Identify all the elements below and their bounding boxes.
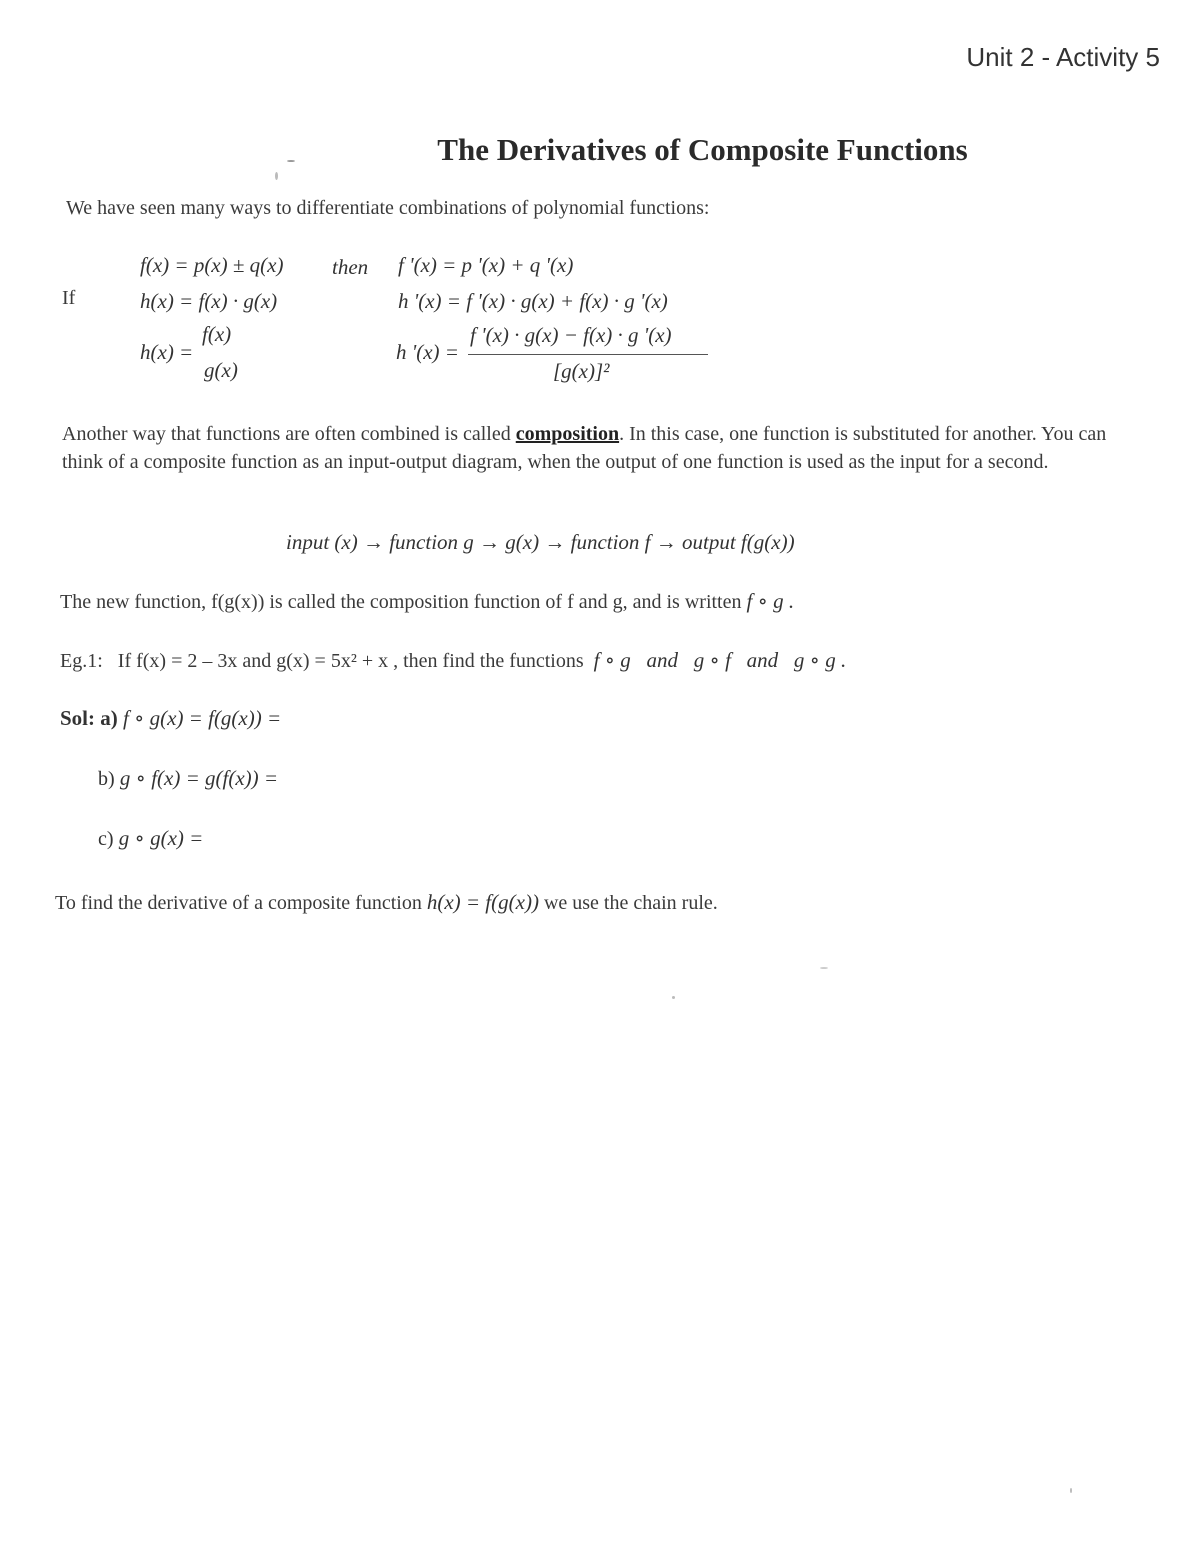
sum-rule-derivative: f '(x) = p '(x) + q '(x) bbox=[398, 253, 574, 277]
quotient-derivative-prefix: h '(x) = bbox=[396, 340, 459, 364]
example-functions: f ∘ g and g ∘ f and g ∘ g . bbox=[593, 648, 847, 672]
solution-c-label: c) bbox=[98, 828, 114, 850]
quotient-function-numerator: f(x) bbox=[202, 322, 232, 346]
page-title: The Derivatives of Composite Functions bbox=[437, 132, 968, 167]
scan-speck bbox=[1070, 1488, 1072, 1493]
solution-a bbox=[60, 706, 281, 731]
solution-a-expression: f ∘ g(x) = f(g(x)) = bbox=[123, 706, 282, 730]
new-function-text: The new function, f(g(x)) is called the composition function of f and g, and is written bbox=[60, 591, 742, 613]
unit-activity-label: Unit 2 - Activity 5 bbox=[966, 42, 1160, 72]
product-rule-function: h(x) = f(x) · g(x) bbox=[140, 289, 278, 313]
solution-b-label: b) bbox=[98, 768, 115, 790]
intro-text: We have seen many ways to differentiate combinations of polynomial functions: bbox=[66, 197, 710, 219]
product-rule-derivative: h '(x) = f '(x) · g(x) + f(x) · g '(x) bbox=[398, 289, 668, 313]
example-text: If f(x) = 2 – 3x and g(x) = 5x² + x , then find the functions bbox=[117, 650, 584, 672]
quotient-function-prefix: h(x) = bbox=[140, 340, 194, 364]
chain-rule-text-before: To find the derivative of a composite function bbox=[55, 892, 422, 914]
composition-paragraph bbox=[62, 420, 1132, 476]
composition-notation: f ∘ g . bbox=[746, 589, 795, 613]
quotient-derivative-denominator: [g(x)]² bbox=[553, 359, 610, 383]
solution-c-expression: g ∘ g(x) = bbox=[118, 826, 204, 850]
scan-speck bbox=[672, 996, 675, 999]
composition-text-before: Another way that functions are often combined is called bbox=[62, 423, 511, 445]
composition-keyword: composition bbox=[515, 423, 620, 445]
example-1 bbox=[60, 648, 846, 673]
then-label: then bbox=[332, 255, 369, 279]
solution-c bbox=[98, 826, 203, 851]
chain-rule-text-after: we use the chain rule. bbox=[543, 892, 718, 914]
sum-rule-function: f(x) = p(x) ± q(x) bbox=[140, 253, 284, 277]
solution-b-expression: g ∘ f(x) = g(f(x)) = bbox=[119, 766, 279, 790]
composition-text-after: . In this case, one function is substituted for another. You can think of a composite function as an input-output diagram, when the output of one function is used as the input for a second. bbox=[62, 423, 1107, 473]
chain-rule-sentence bbox=[55, 890, 718, 915]
chain-rule-formula: h(x) = f(g(x)) bbox=[426, 890, 539, 914]
quotient-function-denominator: g(x) bbox=[204, 358, 238, 382]
fraction-bar bbox=[468, 354, 708, 355]
if-label: If bbox=[62, 287, 76, 309]
quotient-derivative-numerator: f '(x) · g(x) − f(x) · g '(x) bbox=[470, 323, 672, 347]
scan-speck bbox=[820, 967, 828, 969]
example-label: Eg.1: bbox=[60, 650, 103, 672]
scan-speck bbox=[275, 172, 278, 180]
solution-b bbox=[98, 766, 278, 791]
input-output-diagram: input (x) → function g → g(x) → function f → output f(g(x)) bbox=[286, 530, 795, 554]
solution-label: Sol: a) bbox=[60, 706, 118, 730]
new-function-sentence bbox=[60, 589, 794, 614]
scan-speck bbox=[287, 160, 295, 162]
